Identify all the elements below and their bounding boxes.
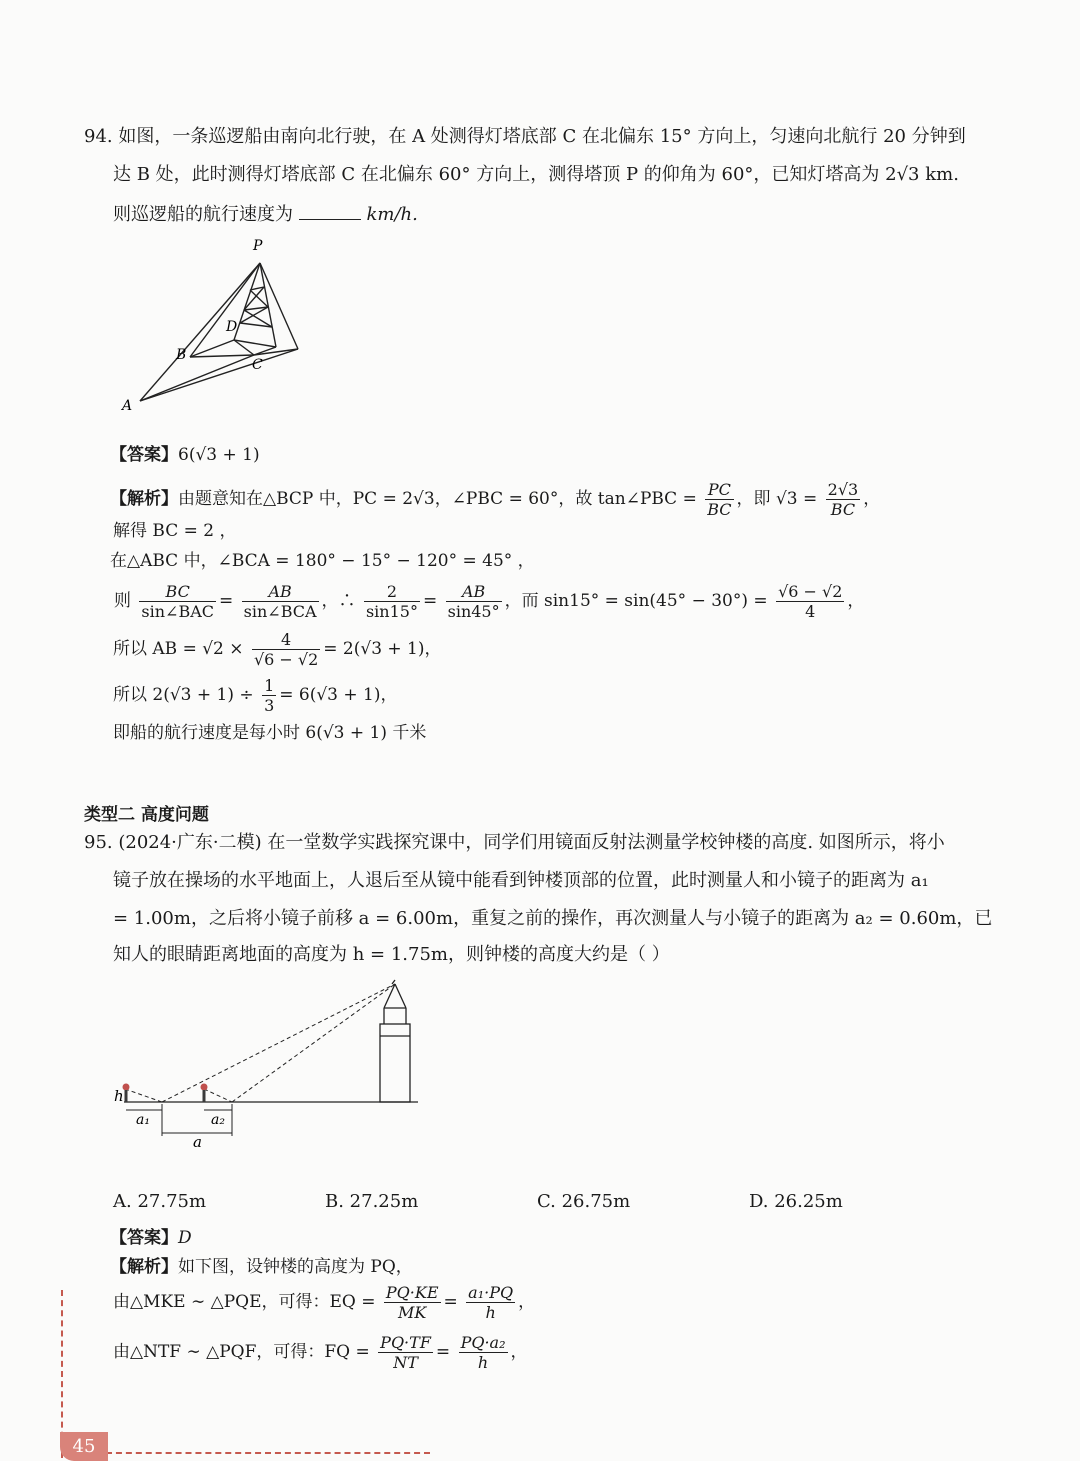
q94-line2: 达 B 处，此时测得灯塔底部 C 在北偏东 60° 方向上，测得塔顶 P 的仰角为 60°，已知灯塔高为 2√3 km. [113,164,959,185]
option-a[interactable]: A. 27.75m [113,1191,207,1212]
sol-text: ， [518,1292,536,1312]
clocktower-figure [108,976,428,1151]
q94-solution-line1 [110,480,880,519]
fig-label-a: a [193,1133,202,1151]
q94-unit: km/h. [366,204,418,225]
fig-label-a: A [122,398,133,414]
q94-line1: 94. 如图，一条巡逻船由南向北行驶，在 A 处测得灯塔底部 C 在北偏东 15° 方向上，匀速向北航行 20 分钟到 [84,126,966,147]
q95-answer [110,1230,192,1247]
sol-text: = 2(√3 + 1)， [323,639,442,659]
q95-solution-line2 [113,1283,535,1322]
q94-solution-line6 [113,676,398,715]
fig-label-a1: a₁ [136,1112,150,1128]
section-title: 类型二 高度问题 [84,805,209,825]
fig-label-d: D [226,319,238,335]
option-d[interactable]: D. 26.25m [749,1191,843,1212]
sol-text: 则 [114,591,131,611]
fraction: $\frac{PQ\cdot TF}{NT}$ [380,1333,431,1372]
fraction: $\frac{PC}{BC}$ [707,480,732,519]
fraction: $\frac{AB}{\sin 45^\circ}$ [447,582,500,621]
fraction: $\frac{PQ\cdot KE}{MK}$ [385,1283,439,1322]
sol-text: = [443,1292,458,1312]
sol-text: ，而 sin15° = sin(45° − 30°) = [504,591,768,611]
answer-value: 6(√3 + 1) [178,445,260,465]
fig-label-c: C [252,357,263,373]
q95-solution-line1 [110,1259,413,1276]
sol-text: = 6(√3 + 1)， [279,685,398,705]
fraction: $\frac{2√3}{BC}$ [827,480,859,519]
fraction: $\frac{BC}{\text{sin∠BAC}}$ [141,582,214,621]
sol-text: ， [863,489,881,509]
q94-answer [110,447,260,464]
answer-tag: 【答案】 [110,1228,178,1248]
fig-label-p: P [253,238,263,254]
sol-text: = [422,591,438,611]
q94-solution-line3: 在△ABC 中，∠BCA = 180° − 15° − 120° = 45° ， [110,551,535,571]
sol-text: ，∴ [321,591,356,611]
fraction: $\frac{√6 - √2}{4}$ [778,582,843,621]
q94-solution-line5 [113,630,442,669]
page-number: 45 [60,1432,108,1461]
q95-line1: 95. (2024·广东·二模) 在一堂数学实践探究课中，同学们用镜面反射法测量学校钟楼的高度. 如图所示，将小 [84,832,945,853]
fraction: $\frac{\text{a₁·PQ}}{h}$ [468,1283,514,1322]
q94-solution-line2: 解得 BC = 2 ， [113,521,237,541]
answer-value: D [178,1228,192,1248]
answer-tag: 【答案】 [110,445,178,465]
q94-line3 [113,204,418,224]
page-border-horizontal [106,1452,430,1454]
sol-text: 所以 AB = √2 × [113,639,244,659]
jiexi-tag: 【解析】 [110,1257,178,1277]
sol-text: 由题意知在△BCP 中，PC = 2√3，∠PBC = 60°，故 tan∠PBC = [178,489,697,509]
option-b[interactable]: B. 27.25m [325,1191,419,1212]
fig-label-a2: a₂ [211,1112,225,1128]
sol-text: 所以 2(√3 + 1) ÷ [113,685,254,705]
fig-label-h: h [114,1087,124,1105]
fraction: $\frac{1}{3}$ [264,676,275,715]
fig-label-b: B [176,347,187,363]
lighthouse-figure [110,235,310,420]
q95-solution-line3 [113,1333,528,1372]
q95-line2: 镜子放在操场的水平地面上，人退后至从镜中能看到钟楼顶部的位置，此时测量人和小镜子的距离为 a₁ [113,870,929,891]
fraction: $\frac{\text{PQ·a₂}}{h}$ [460,1333,506,1372]
person-2 [201,1084,208,1103]
sol-text: = [219,591,234,611]
q95-line3: = 1.00m，之后将小镜子前移 a = 6.00m，重复之前的操作，再次测量人与小镜子的距离为 a₂ = 0.60m，已 [113,908,993,929]
fraction: $\frac{2}{\sin 15^\circ}$ [365,582,418,621]
sol-text: 如下图，设钟楼的高度为 PQ， [178,1257,413,1277]
jiexi-tag: 【解析】 [110,489,178,509]
q94-solution-line4 [114,582,864,621]
q94-solution-line7: 即船的航行速度是每小时 6(√3 + 1) 千米 [113,723,427,743]
sol-text: ， [510,1342,528,1362]
sol-text: = [435,1342,451,1362]
q94-line3-pre: 则巡逻船的航行速度为 [113,204,293,225]
answer-blank [299,204,361,220]
sol-text: 由△MKE ∼ △PQE，可得：EQ = [113,1292,376,1312]
sol-text: 由△NTF ∼ △PQF，可得：FQ = [113,1342,370,1362]
q95-line4: 知人的眼睛距离地面的高度为 h = 1.75m，则钟楼的高度大约是（ ） [113,944,670,965]
sol-text: ，即 √3 = [736,489,818,509]
fraction: $\frac{AB}{\text{sin∠BCA}}$ [243,582,317,621]
fraction: $\frac{4}{√6 - √2}$ [253,630,319,669]
sol-text: ， [847,591,865,611]
option-c[interactable]: C. 26.75m [537,1191,631,1212]
